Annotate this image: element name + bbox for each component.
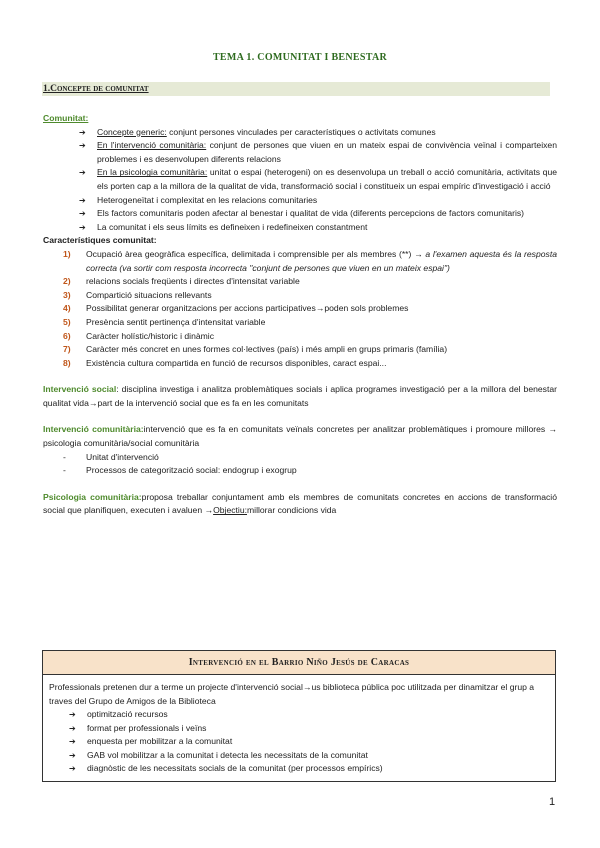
intervencio-comunitaria-list	[63, 451, 557, 478]
intervencio-comunitaria-paragraph: Intervenció comunitària:intervenció que es fa en comunitats veïnals concretes per analitzar problemàtiques i promoure millores → psicologia comunitària/social comunitària	[43, 424, 557, 449]
main-content	[43, 112, 557, 518]
list-item: 8) Existència cultura compartida en funció de recursos disponibles, caract espai...	[63, 357, 387, 368]
list-item: - Unitat d'intervenció	[63, 451, 557, 465]
list-item: 7) Caràcter més concret en unes formes col·lectives (país) i més ampli en grups primaris (família)	[63, 344, 448, 355]
list-item: ➔ enquesta per mobilitzar a la comunitat	[69, 735, 549, 749]
psicologia-comunitaria-paragraph: Psicologia comunitària:proposa treballar conjuntament amb els membres de comunitats concretes en accions de transformació social que planifiquen, executen i avaluen →Objectiu:millorar condicions vida	[43, 491, 557, 516]
case-study-box	[42, 650, 556, 782]
list-item: ➔ GAB vol mobilitzar a la comunitat i detecta les necessitats de la comunitat	[69, 749, 549, 763]
caracteristiques-heading: Característiques comunitat:	[43, 235, 157, 246]
intervencio-social-paragraph: Intervenció social: disciplina investiga i analitza problemàtiques socials i aplica programes investigació per a la millora del benestar qualitat vida→part de la intervenció social que es fa en les comunitats	[43, 384, 557, 408]
section-heading: 1.Concepte de comunitat	[43, 84, 149, 94]
list-item: ➔ En l'intervenció comunitària: conjunt de persones que viuen en un mateix espai de convivència veïnal i comparteixen problemes i es desenvolupen diferents relacions	[79, 139, 557, 166]
list-item: 5) Presència sentit pertinença d'intensitat variable	[63, 316, 266, 327]
list-item: ➔ optimització recursos	[69, 708, 549, 722]
list-item: ➔ En la psicologia comunitària: unitat o espai (heterogeni) on es desenvolupa un treball o acció comunitària, activitats que els porten cap a la millora de la qualitat de vida, transformació social i constitueix un espai empíric d'investigació i acció	[79, 166, 557, 193]
case-study-list	[69, 708, 549, 776]
case-study-title: Intervenció en el Barrio Niño Jesús de Caracas	[43, 651, 555, 675]
caracteristiques-list	[63, 248, 557, 370]
list-item: 2) relacions socials freqüents i directes d'intensitat variable	[63, 276, 300, 287]
list-item: 6) Caràcter holístic/historic i dinàmic	[63, 330, 214, 341]
list-item: 1) Ocupació àrea geogràfica específica, delimitada i comprensible per als membres (**) → a l'examen aquesta és la resposta correcta (va sortir com resposta incorrecta "conjunt de persones que viuen en un mateix espai")	[63, 248, 557, 273]
list-item: ➔ Els factors comunitaris poden afectar al benestar i qualitat de vida (diferents percepcions de factors comunitaris)	[79, 207, 557, 221]
list-item: - Processos de categorització social: endogrup i exogrup	[63, 464, 557, 478]
list-item: ➔ La comunitat i els seus límits es defineixen i redefineixen constantment	[79, 221, 557, 235]
case-study-body	[43, 675, 555, 781]
list-item: ➔ Concepte generic: conjunt persones vinculades per característiques o activitats comunes	[79, 126, 557, 140]
section-heading-bar	[42, 82, 550, 96]
case-study-intro: Professionals pretenen dur a terme un projecte d'intervenció social→us biblioteca pública poc utilitzada per dinamitzar el grup a traves del Grupo de Amigos de la Biblioteca	[49, 682, 535, 706]
comunitat-heading: Comunitat:	[43, 113, 89, 123]
list-item: 4) Possibilitat generar organitzacions per accions participatives→poden sols problemes	[63, 303, 409, 314]
page-number: 1	[549, 796, 556, 808]
list-item: ➔ format per professionals i veïns	[69, 722, 549, 736]
document-title: TEMA 1. COMUNITAT I BENESTAR	[212, 52, 388, 63]
list-item: ➔ diagnòstic de les necessitats socials de la comunitat (per processos empírics)	[69, 762, 549, 776]
comunitat-list	[79, 126, 557, 235]
list-item: 3) Compartició situacions rellevants	[63, 289, 212, 300]
list-item: ➔ Heterogeneïtat i complexitat en les relacions comunitaries	[79, 194, 557, 208]
